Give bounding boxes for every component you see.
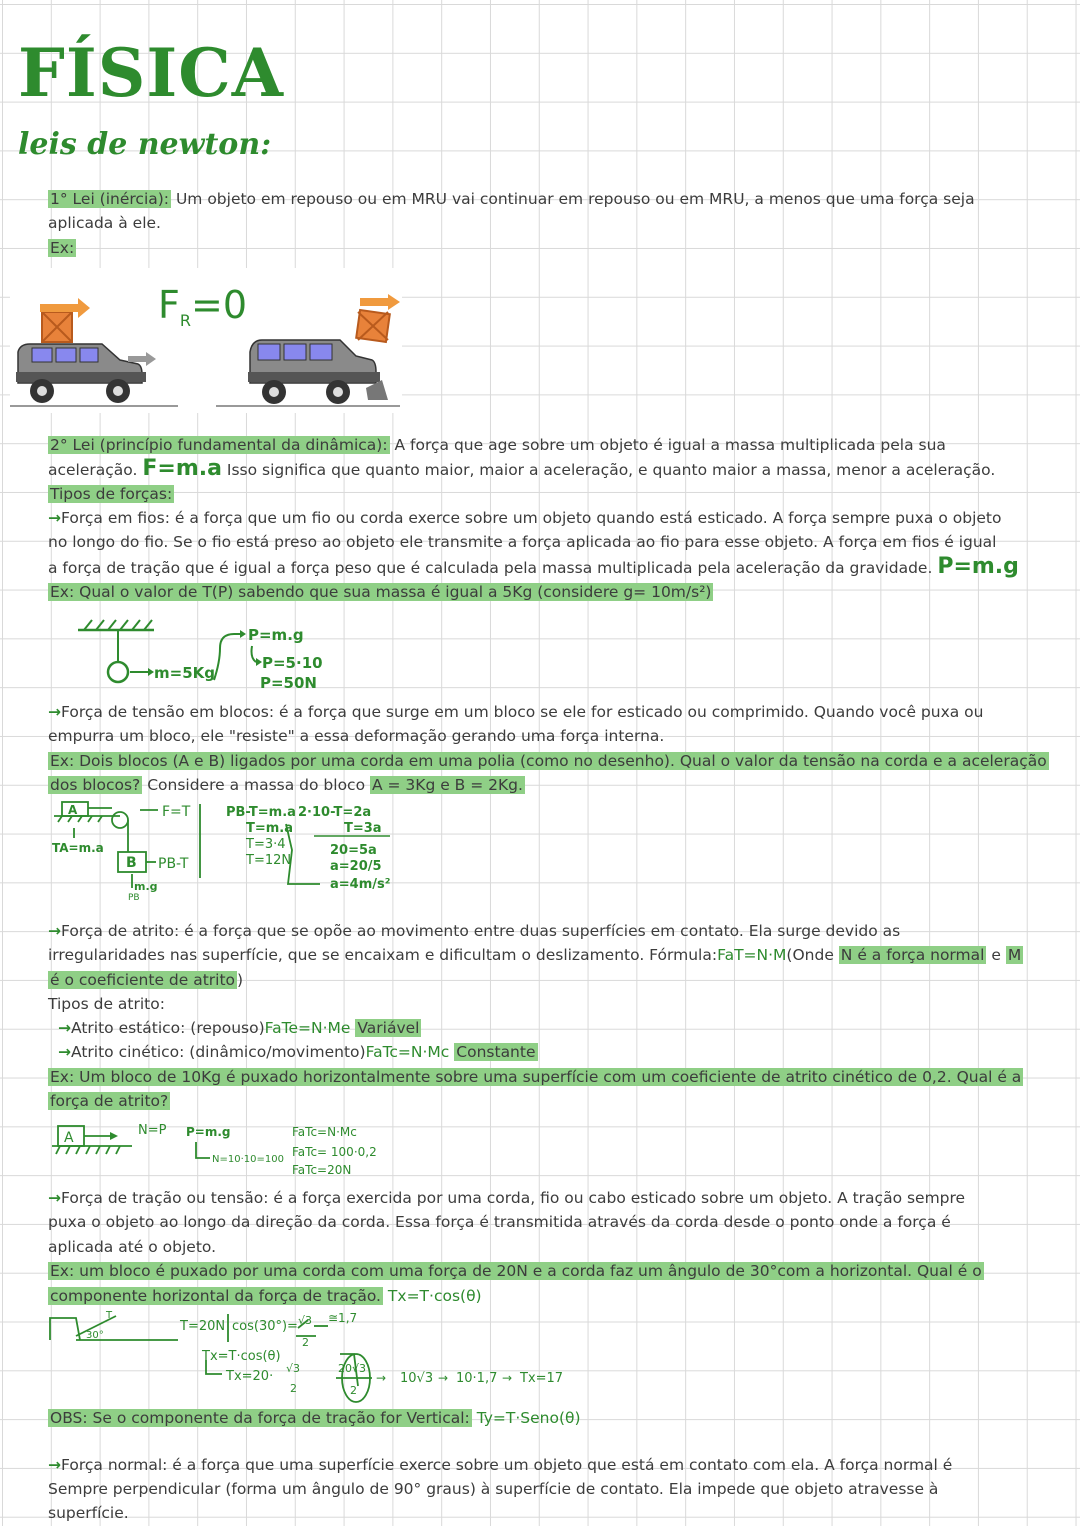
friction-diagram (50, 1118, 380, 1180)
svg-text:A: A (68, 803, 78, 817)
svg-text:FaTc=N·Mc: FaTc=N·Mc (292, 1125, 357, 1139)
svg-text:a=20/5: a=20/5 (330, 859, 382, 874)
wire-mass: m=5Kg (154, 664, 215, 682)
normal-line1: →Força normal: é a força que uma superfície exerce sobre um objeto que está em contato com ela. A força normal é (48, 1456, 953, 1474)
svg-text:Tx=20·: Tx=20· (226, 1369, 274, 1384)
svg-text:2: 2 (302, 1336, 309, 1349)
page-title: FÍSICA (18, 34, 285, 112)
law1-label: 1° Lei (inércia): (50, 190, 170, 208)
law2-text2b: Isso significa que quanto maior, maior a aceleração, e quanto maior a massa, menor a aceleração. (221, 461, 996, 479)
friction-example1-line: Ex: Um bloco de 10Kg é puxado horizontalmente sobre uma superfície com um coeficiente de atrito cinético de 0,2. Qual é a (50, 1068, 1022, 1086)
traction-line1: →Força de tração ou tensão: é a força exercida por uma corda, fio ou cabo esticado sobre um objeto. A tração sempre (48, 1189, 966, 1207)
arrow-icon: → (48, 509, 61, 527)
svg-text:T=3·4: T=3·4 (246, 837, 286, 852)
svg-text:10·1,7: 10·1,7 (456, 1371, 498, 1386)
law2-text2a: aceleração. (48, 461, 138, 479)
inertia-illustration (10, 268, 402, 413)
svg-text:T: T (106, 1310, 113, 1321)
svg-text:PB-T: PB-T (158, 856, 189, 872)
friction-types: Tipos de atrito: (48, 995, 165, 1013)
wire-line1: →Força em fios: é a força que um fio ou corda exerce sobre um objeto quando está esticado. A força sempre puxa o objeto (48, 509, 1002, 527)
pulley-diagram (50, 798, 400, 902)
wire-step2: P=5·10 (262, 654, 323, 672)
arrow-icon: → (48, 922, 61, 940)
svg-text:N=10·10=100: N=10·10=100 (212, 1154, 284, 1165)
tension-line2: empurra um bloco, ele "resiste" a essa deformação gerando uma força interna. (48, 727, 665, 745)
traction-example1-line: Ex: um bloco é puxado por uma corda com uma força de 20N e a corda faz um ângulo de 30°com a horizontal. Qual é o (50, 1262, 982, 1280)
fr-label: $F_R=0$ (158, 283, 248, 330)
friction-kinetic: →Atrito cinético: (dinâmico/movimento)FaTc=N·Mc Constante (58, 1043, 536, 1061)
svg-text:2: 2 (290, 1382, 297, 1395)
law2-line2 (48, 457, 995, 482)
wire-example: Ex: Qual o valor de T(P) sabendo que sua massa é igual a 5Kg (considere g= 10m/s²) (50, 583, 712, 601)
svg-text:P=m.g: P=m.g (186, 1125, 231, 1139)
law1-text1: Um objeto em repouso ou em MRU vai continuar em repouso ou em MRU, a menos que uma força seja (171, 190, 975, 208)
law1-line1 (48, 187, 975, 211)
svg-text:10√3: 10√3 (400, 1371, 434, 1386)
wire-formula: P=m.g (937, 554, 1019, 579)
friction-example2-line: força de atrito? (50, 1092, 169, 1110)
wire-example-line (48, 580, 713, 604)
svg-text:→: → (502, 1371, 513, 1385)
svg-text:→: → (438, 1371, 449, 1385)
law2-label: 2° Lei (princípio fundamental da dinâmica): (50, 436, 388, 454)
tension-example1: Ex: Dois blocos (A e B) ligados por uma corda em uma polia (como no desenho). Qual o valor da tensão na corda e a aceleração (50, 752, 1047, 770)
tension-line1: →Força de tensão em blocos: é a força que surge em um bloco se ele for esticado ou comprimido. Quando você puxa ou (48, 703, 984, 721)
arrow-icon: → (58, 1019, 71, 1037)
traction-line3: aplicada até o objeto. (48, 1238, 217, 1256)
friction-line2: irregularidades nas superfície, que se encaixam e dificultam o deslizamento. Fórmula:FaT=N·M(Onde N é a força normal e M (48, 946, 1022, 964)
svg-text:PB-T=m.a: PB-T=m.a (226, 805, 296, 820)
svg-text:√3: √3 (286, 1362, 301, 1375)
svg-text:m.g: m.g (134, 880, 158, 893)
law1-text2: aplicada à ele. (48, 214, 161, 232)
wire-diagram (70, 612, 350, 694)
svg-text:Tx=17: Tx=17 (520, 1371, 564, 1386)
types-line (48, 482, 174, 506)
law2-formula: F=m.a (142, 456, 222, 481)
svg-text:→: → (376, 1371, 387, 1385)
svg-text:B: B (126, 855, 137, 871)
arrow-icon: → (48, 1189, 61, 1207)
friction-line1: →Força de atrito: é a força que se opõe ao movimento entre duas superfícies em contato. Ela surge devido as (48, 922, 901, 940)
svg-text:≅1,7: ≅1,7 (328, 1311, 358, 1325)
svg-text:T=12N: T=12N (246, 853, 292, 868)
svg-text:a=4m/s²: a=4m/s² (330, 877, 391, 892)
svg-text:20=5a: 20=5a (330, 843, 377, 858)
svg-text:PB: PB (128, 893, 140, 902)
svg-text:FaTc=20N: FaTc=20N (292, 1163, 352, 1177)
svg-text:T=3a: T=3a (344, 821, 382, 836)
tension-example2-line: dos blocos? Considere a massa do bloco A = 3Kg e B = 2Kg. (50, 776, 523, 794)
arrow-icon: → (48, 1456, 61, 1474)
traction-diagram (46, 1306, 606, 1404)
friction-static: →Atrito estático: (repouso)FaTe=N·Me Variável (58, 1019, 420, 1037)
law1-ex: Ex: (50, 239, 75, 257)
svg-text:F=T: F=T (162, 804, 191, 820)
friction-line3: é o coeficiente de atrito ) (50, 971, 244, 989)
normal-line2: Sempre perpendicular (forma um ângulo de 90° graus) à superfície de contato. Ela impede que objeto atravesse à (48, 1480, 939, 1498)
law2-text1: A força que age sobre um objeto é igual a massa multiplicada pela sua (389, 436, 946, 454)
wire-line2: no longo do fio. Se o fio está preso ao objeto ele transmite a força aplicada ao fio para esse objeto. A força em fios é igual (48, 533, 997, 551)
svg-text:2: 2 (350, 1384, 357, 1397)
obs-line: OBS: Se o componente da força de tração for Vertical: Ty=T·Seno(θ) (50, 1409, 581, 1427)
svg-text:FaTc= 100·0,2: FaTc= 100·0,2 (292, 1145, 377, 1159)
traction-example2-line: componente horizontal da força de tração. Tx=T·cos(θ) (50, 1287, 482, 1305)
svg-text:TA=m.a: TA=m.a (52, 841, 104, 855)
svg-text:Tx=T·cos(θ): Tx=T·cos(θ) (202, 1349, 281, 1364)
arrow-icon: → (58, 1043, 71, 1061)
wire-step1: P=m.g (248, 626, 304, 644)
law1-ex-line (48, 236, 76, 260)
svg-text:20√3: 20√3 (338, 1362, 367, 1375)
svg-text:T=20N: T=20N (180, 1319, 226, 1334)
svg-text:cos(30°)=: cos(30°)= (232, 1319, 298, 1334)
svg-text:T=m.a: T=m.a (246, 821, 294, 836)
svg-text:2·10-T=2a: 2·10-T=2a (298, 805, 372, 820)
svg-text:N=P: N=P (138, 1123, 167, 1138)
types-label: Tipos de forças: (50, 485, 173, 503)
tension-example1-line (48, 749, 1049, 773)
svg-text:30°: 30° (86, 1330, 104, 1341)
svg-text:√3: √3 (298, 1314, 313, 1327)
wire-result: P=50N (260, 674, 317, 692)
arrow-icon: → (48, 703, 61, 721)
svg-text:A: A (64, 1130, 74, 1146)
page-subtitle: leis de newton: (18, 127, 272, 162)
traction-line2: puxa o objeto ao longo da direção da corda. Essa força é transmitida através da corda desde o ponto onde a força é (48, 1213, 951, 1231)
wire-line3: a força de tração que é igual a força peso que é calculada pela massa multiplicada pela aceleração da gravidade. P=m.g (48, 554, 1019, 579)
normal-line3: superfície. (48, 1504, 129, 1522)
law2-line1 (48, 433, 946, 457)
